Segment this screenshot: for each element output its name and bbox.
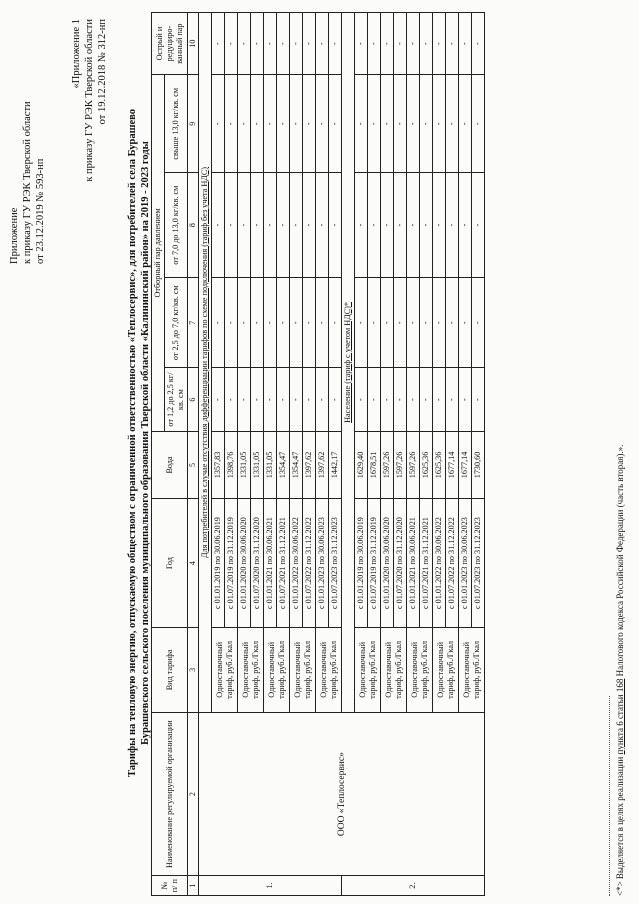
appendix-1-header bbox=[70, 19, 109, 249]
water-tariff-cell: 1397,62 bbox=[303, 431, 316, 499]
period-cell: с 01.01.2019 по 30.06.2019 bbox=[212, 499, 225, 628]
empty-tariff-cell: - bbox=[290, 277, 303, 367]
header-sharp-steam: Острый и редуциро-ванный пар bbox=[152, 13, 188, 75]
col-num: 9 bbox=[188, 75, 199, 173]
empty-tariff-cell: - bbox=[446, 368, 459, 431]
tariff-type-cell: Одноставочный тариф, руб./Гкал bbox=[381, 627, 407, 712]
organization-name: ООО «Теплосервис» bbox=[199, 712, 485, 876]
empty-tariff-cell: - bbox=[238, 368, 251, 431]
water-tariff-cell: 1629,40 bbox=[355, 431, 368, 499]
header-tariff-type: Вид тарифа bbox=[152, 627, 188, 712]
empty-tariff-cell: - bbox=[381, 173, 394, 278]
appendix-header bbox=[8, 0, 47, 264]
period-cell: с 01.07.2019 по 31.12.2019 bbox=[368, 499, 381, 628]
order2-line-2: от 19.12.2018 № 312-нп bbox=[97, 19, 108, 125]
empty-tariff-cell: - bbox=[212, 75, 225, 173]
tariff-type-cell: Одноставочный тариф, руб./Гкал bbox=[290, 627, 316, 712]
empty-tariff-cell: - bbox=[394, 75, 407, 173]
col-num: 6 bbox=[188, 368, 199, 431]
title-line-2: Бурашевского сельского поселения муниципального образования Тверской области «Калининский район» на 2019 - 2023 годы bbox=[140, 141, 151, 745]
empty-tariff-cell: - bbox=[394, 368, 407, 431]
empty-tariff-cell: - bbox=[316, 277, 329, 367]
water-tariff-cell: 1398,76 bbox=[225, 431, 238, 499]
tariff-type-cell: Одноставочный тариф, руб./Гкал bbox=[407, 627, 433, 712]
water-tariff-cell: 1331,05 bbox=[251, 431, 264, 499]
header-water: Вода bbox=[152, 431, 188, 499]
tariff-type-cell: Одноставочный тариф, руб./Гкал bbox=[355, 627, 381, 712]
empty-tariff-cell: - bbox=[394, 13, 407, 75]
empty-tariff-cell: - bbox=[368, 277, 381, 367]
empty-tariff-cell: - bbox=[251, 277, 264, 367]
empty-tariff-cell: - bbox=[446, 277, 459, 367]
header-year: Год bbox=[152, 499, 188, 628]
col-num: 2 bbox=[188, 712, 199, 876]
header-pressure-3: от 7,0 до 13,0 кг/кв. см bbox=[165, 173, 188, 278]
tariff-type-cell: Одноставочный тариф, руб./Гкал bbox=[238, 627, 264, 712]
empty-tariff-cell: - bbox=[290, 75, 303, 173]
empty-tariff-cell: - bbox=[407, 368, 420, 431]
col-num: 1 bbox=[188, 876, 199, 896]
empty-tariff-cell: - bbox=[238, 75, 251, 173]
empty-tariff-cell: - bbox=[394, 173, 407, 278]
period-cell: с 01.07.2020 по 31.12.2020 bbox=[251, 499, 264, 628]
header-no: № п/ п bbox=[152, 876, 188, 896]
order-line-1: к приказу ГУ РЭК Тверской области bbox=[22, 101, 33, 264]
footnote-separator bbox=[609, 696, 610, 896]
empty-tariff-cell: - bbox=[368, 13, 381, 75]
empty-tariff-cell: - bbox=[420, 277, 433, 367]
empty-tariff-cell: - bbox=[225, 368, 238, 431]
empty-tariff-cell: - bbox=[303, 368, 316, 431]
empty-tariff-cell: - bbox=[472, 173, 485, 278]
empty-tariff-cell: - bbox=[277, 173, 290, 278]
period-cell: с 01.01.2022 по 30.06.2022 bbox=[290, 499, 303, 628]
section-caption: Для потребителей в случае отсутствия дифференциации тарифов по схеме подключения (тариф без учета НДС) bbox=[199, 13, 212, 713]
empty-tariff-cell: - bbox=[433, 368, 446, 431]
empty-tariff-cell: - bbox=[316, 368, 329, 431]
period-cell: с 01.01.2021 по 30.06.2021 bbox=[264, 499, 277, 628]
empty-tariff-cell: - bbox=[251, 75, 264, 173]
empty-tariff-cell: - bbox=[381, 277, 394, 367]
period-cell: с 01.07.2021 по 31.12.2021 bbox=[277, 499, 290, 628]
header-pressure-1: от 1,2 до 2,5 кг/кв. см bbox=[165, 368, 188, 431]
empty-tariff-cell: - bbox=[407, 13, 420, 75]
empty-tariff-cell: - bbox=[446, 75, 459, 173]
empty-tariff-cell: - bbox=[472, 75, 485, 173]
order2-line-1: к приказу ГУ РЭК Тверской области bbox=[84, 19, 95, 182]
header-pressure-2: от 2,5 до 7,0 кг/кв. см bbox=[165, 277, 188, 367]
empty-tariff-cell: - bbox=[459, 368, 472, 431]
water-tariff-cell: 1678,51 bbox=[368, 431, 381, 499]
water-tariff-cell: 1397,62 bbox=[316, 431, 329, 499]
period-cell: с 01.07.2023 по 31.12.2023 bbox=[329, 499, 342, 628]
empty-tariff-cell: - bbox=[420, 13, 433, 75]
empty-tariff-cell: - bbox=[329, 13, 342, 75]
footnote-suffix: Налогового кодекса Российской Федерации (часть вторая).». bbox=[615, 444, 625, 677]
water-tariff-cell: 1331,05 bbox=[264, 431, 277, 499]
empty-tariff-cell: - bbox=[264, 277, 277, 367]
empty-tariff-cell: - bbox=[472, 277, 485, 367]
empty-tariff-cell: - bbox=[316, 75, 329, 173]
empty-tariff-cell: - bbox=[303, 13, 316, 75]
empty-tariff-cell: - bbox=[446, 173, 459, 278]
title-line-1: Тарифы на тепловую энергию, отпускаемую обществом с ограниченной ответственностью «Теплосервис», для потребителей села Бурашево bbox=[127, 109, 138, 777]
empty-tariff-cell: - bbox=[420, 368, 433, 431]
water-tariff-cell: 1625,36 bbox=[433, 431, 446, 499]
footnote bbox=[615, 445, 625, 896]
col-num: 8 bbox=[188, 173, 199, 278]
header-steam-group: Отборный пар давлением bbox=[152, 75, 165, 431]
empty-tariff-cell: - bbox=[368, 368, 381, 431]
empty-tariff-cell: - bbox=[212, 13, 225, 75]
empty-tariff-cell: - bbox=[316, 13, 329, 75]
empty-tariff-cell: - bbox=[407, 277, 420, 367]
empty-tariff-cell: - bbox=[290, 368, 303, 431]
empty-tariff-cell: - bbox=[420, 173, 433, 278]
empty-tariff-cell: - bbox=[394, 277, 407, 367]
empty-tariff-cell: - bbox=[459, 277, 472, 367]
water-tariff-cell: 1442,17 bbox=[329, 431, 342, 499]
empty-tariff-cell: - bbox=[407, 173, 420, 278]
empty-tariff-cell: - bbox=[212, 368, 225, 431]
empty-tariff-cell: - bbox=[433, 277, 446, 367]
col-num: 5 bbox=[188, 431, 199, 499]
empty-tariff-cell: - bbox=[225, 173, 238, 278]
empty-tariff-cell: - bbox=[329, 368, 342, 431]
footnote-prefix: <*> Выделяется в целях реализации bbox=[615, 756, 625, 896]
col-num: 7 bbox=[188, 277, 199, 367]
tariff-type-cell: Одноставочный тариф, руб./Гкал bbox=[264, 627, 290, 712]
empty-tariff-cell: - bbox=[225, 75, 238, 173]
empty-tariff-cell: - bbox=[433, 173, 446, 278]
document-title bbox=[126, 18, 152, 868]
water-tariff-cell: 1625,36 bbox=[420, 431, 433, 499]
empty-tariff-cell: - bbox=[329, 277, 342, 367]
empty-tariff-cell: - bbox=[303, 75, 316, 173]
water-tariff-cell: 1677,14 bbox=[459, 431, 472, 499]
column-numbers-row bbox=[188, 13, 199, 896]
period-cell: с 01.07.2021 по 31.12.2021 bbox=[420, 499, 433, 628]
water-tariff-cell: 1677,14 bbox=[446, 431, 459, 499]
empty-tariff-cell: - bbox=[277, 13, 290, 75]
empty-tariff-cell: - bbox=[381, 13, 394, 75]
empty-tariff-cell: - bbox=[238, 173, 251, 278]
empty-tariff-cell: - bbox=[264, 75, 277, 173]
empty-tariff-cell: - bbox=[355, 75, 368, 173]
water-tariff-cell: 1597,26 bbox=[381, 431, 394, 499]
period-cell: с 01.01.2023 по 30.06.2023 bbox=[459, 499, 472, 628]
empty-tariff-cell: - bbox=[264, 368, 277, 431]
period-cell: с 01.07.2020 по 31.12.2020 bbox=[394, 499, 407, 628]
empty-tariff-cell: - bbox=[251, 173, 264, 278]
section-caption-row bbox=[199, 13, 212, 896]
empty-tariff-cell: - bbox=[407, 75, 420, 173]
water-tariff-cell: 1597,26 bbox=[394, 431, 407, 499]
water-tariff-cell: 1597,26 bbox=[407, 431, 420, 499]
empty-tariff-cell: - bbox=[329, 173, 342, 278]
empty-tariff-cell: - bbox=[251, 13, 264, 75]
footnote-link[interactable]: пункта 6 статьи 168 bbox=[615, 678, 625, 755]
empty-tariff-cell: - bbox=[355, 368, 368, 431]
empty-tariff-cell: - bbox=[238, 13, 251, 75]
empty-tariff-cell: - bbox=[212, 173, 225, 278]
empty-tariff-cell: - bbox=[368, 75, 381, 173]
empty-tariff-cell: - bbox=[277, 75, 290, 173]
col-num: 4 bbox=[188, 499, 199, 628]
empty-tariff-cell: - bbox=[355, 173, 368, 278]
tariff-table bbox=[151, 12, 485, 896]
empty-tariff-cell: - bbox=[381, 368, 394, 431]
empty-tariff-cell: - bbox=[446, 13, 459, 75]
empty-tariff-cell: - bbox=[355, 13, 368, 75]
period-cell: с 01.07.2023 по 31.12.2023 bbox=[472, 499, 485, 628]
tariff-type-cell: Одноставочный тариф, руб./Гкал bbox=[316, 627, 342, 712]
table-body bbox=[199, 13, 485, 896]
empty-tariff-cell: - bbox=[303, 277, 316, 367]
period-cell: с 01.01.2020 по 30.06.2020 bbox=[381, 499, 394, 628]
empty-tariff-cell: - bbox=[225, 13, 238, 75]
period-cell: с 01.01.2021 по 30.06.2021 bbox=[407, 499, 420, 628]
period-cell: с 01.01.2023 по 30.06.2023 bbox=[316, 499, 329, 628]
empty-tariff-cell: - bbox=[433, 75, 446, 173]
water-tariff-cell: 1354,47 bbox=[277, 431, 290, 499]
tariff-type-cell: Одноставочный тариф, руб./Гкал bbox=[433, 627, 459, 712]
water-tariff-cell: 1357,83 bbox=[212, 431, 225, 499]
empty-tariff-cell: - bbox=[381, 75, 394, 173]
header-pressure-4: свыше 13,0 кг/кв. см bbox=[165, 75, 188, 173]
period-cell: с 01.01.2020 по 30.06.2020 bbox=[238, 499, 251, 628]
section-number: 1. bbox=[199, 876, 342, 896]
appendix-1-label: «Приложение 1 bbox=[71, 19, 82, 89]
appendix-label: Приложение bbox=[9, 207, 20, 264]
empty-tariff-cell: - bbox=[290, 173, 303, 278]
empty-tariff-cell: - bbox=[329, 75, 342, 173]
empty-tariff-cell: - bbox=[290, 13, 303, 75]
empty-tariff-cell: - bbox=[264, 13, 277, 75]
empty-tariff-cell: - bbox=[459, 173, 472, 278]
empty-tariff-cell: - bbox=[316, 173, 329, 278]
empty-tariff-cell: - bbox=[420, 75, 433, 173]
period-cell: с 01.07.2022 по 31.12.2022 bbox=[303, 499, 316, 628]
period-cell: с 01.01.2022 по 30.06.2022 bbox=[433, 499, 446, 628]
water-tariff-cell: 1354,47 bbox=[290, 431, 303, 499]
empty-tariff-cell: - bbox=[355, 277, 368, 367]
empty-tariff-cell: - bbox=[368, 173, 381, 278]
period-cell: с 01.07.2019 по 31.12.2019 bbox=[225, 499, 238, 628]
empty-tariff-cell: - bbox=[433, 13, 446, 75]
empty-tariff-cell: - bbox=[277, 277, 290, 367]
order-line-2: от 23.12.2019 № 593-нп bbox=[35, 158, 46, 264]
empty-tariff-cell: - bbox=[212, 277, 225, 367]
col-num: 3 bbox=[188, 627, 199, 712]
period-cell: с 01.01.2019 по 30.06.2019 bbox=[355, 499, 368, 628]
empty-tariff-cell: - bbox=[238, 277, 251, 367]
empty-tariff-cell: - bbox=[303, 173, 316, 278]
water-tariff-cell: 1730,60 bbox=[472, 431, 485, 499]
empty-tariff-cell: - bbox=[472, 368, 485, 431]
empty-tariff-cell: - bbox=[459, 75, 472, 173]
tariff-type-cell: Одноставочный тариф, руб./Гкал bbox=[459, 627, 485, 712]
section-number: 2. bbox=[342, 876, 485, 896]
col-num: 10 bbox=[188, 13, 199, 75]
header-org: Наименование регулируемой организации bbox=[152, 712, 188, 876]
section-caption: Население (тариф с учетом НДС)* bbox=[342, 13, 355, 713]
tariff-type-cell: Одноставочный тариф, руб./Гкал bbox=[212, 627, 238, 712]
empty-tariff-cell: - bbox=[251, 368, 264, 431]
empty-tariff-cell: - bbox=[277, 368, 290, 431]
water-tariff-cell: 1331,05 bbox=[238, 431, 251, 499]
period-cell: с 01.07.2022 по 31.12.2022 bbox=[446, 499, 459, 628]
empty-tariff-cell: - bbox=[459, 13, 472, 75]
empty-tariff-cell: - bbox=[225, 277, 238, 367]
empty-tariff-cell: - bbox=[472, 13, 485, 75]
empty-tariff-cell: - bbox=[264, 173, 277, 278]
